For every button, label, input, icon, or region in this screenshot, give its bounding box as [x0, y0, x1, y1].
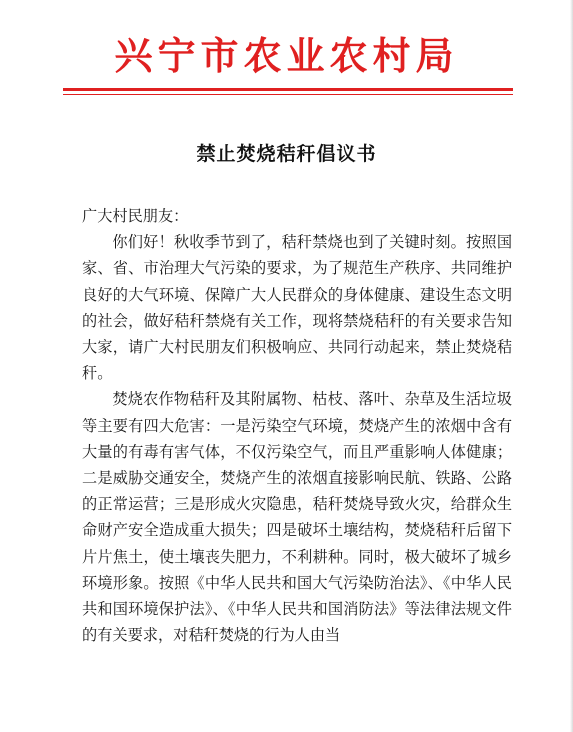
salutation: 广大村民朋友： [82, 207, 189, 225]
paragraph-greeting: 你们好！秋收季节到了，秸秆禁烧也到了关键时刻。按照国家、省、市治理大气污染的要求，为了规范生产秩序、共同维护良好的大气环境、保障广大人民群众的身体健康、建设生态文明的社会，做好秸秆禁烧有关工作，现将禁烧秸秆的有关要求告知大家，请广大村民朋友们积极响应、共同行动起来，禁止焚烧秸秆。 [82, 233, 512, 383]
paragraph-hazards: 焚烧农作物秸秆及其附属物、枯枝、落叶、杂草及生活垃圾等主要有四大危害：一是污染空气环境，焚烧产生的浓烟中含有大量的有毒有害气体，不仅污染空气，而且严重影响人体健康；二是威胁交通安全，焚烧产生的浓烟直接影响民航、铁路、公路的正常运营；三是形成火灾隐患，秸秆焚烧导致火灾，给群众生命财产安全造成重大损失；四是破坏土壤结构，焚烧秸秆后留下片片焦土，使土壤丧失肥力，不利耕种。同时，极大破坏了城乡环境形象。按照《中华人民共和国大气污染防治法》、《中华人民共和国环境保护法》、《中华人民共和国消防法》等法律法规文件的有关要求，对秸秆焚烧的行为人由当 [82, 390, 512, 645]
document-body [82, 203, 512, 648]
letterhead-rule-thin [63, 94, 513, 95]
letterhead-rule-thick [63, 88, 513, 91]
document-title: 禁止焚烧秸秆倡议书 [196, 143, 377, 165]
letterhead-org-name: 兴宁市农业农村局 [114, 33, 459, 78]
